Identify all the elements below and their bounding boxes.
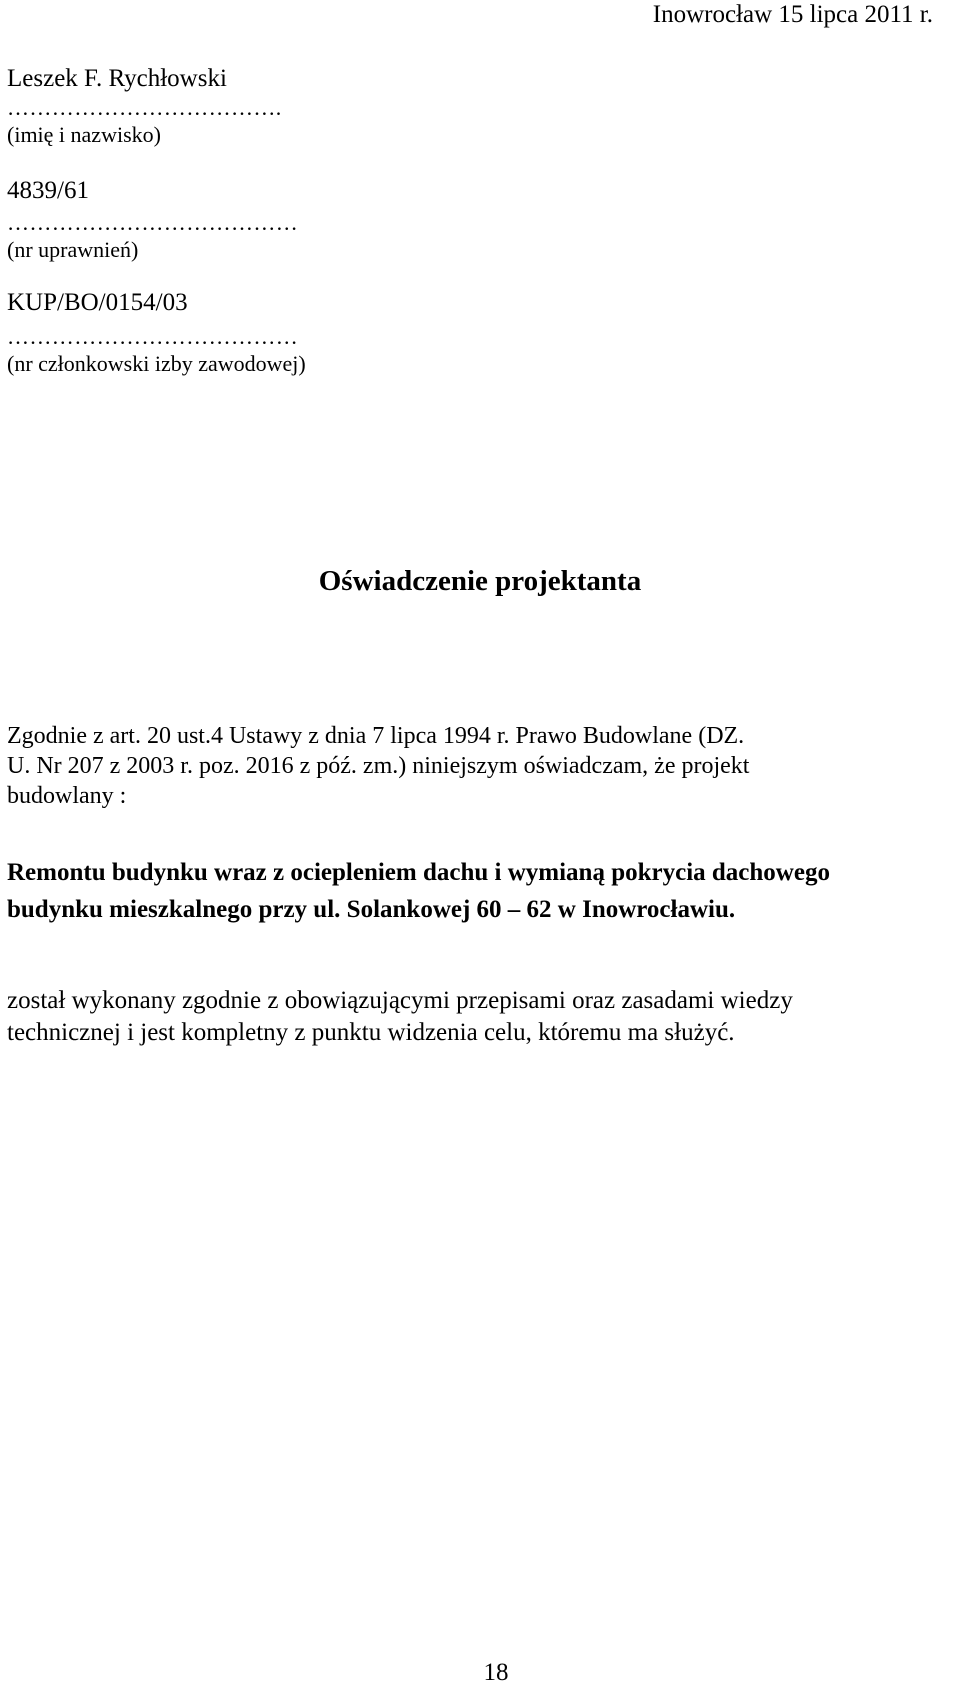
project-line: Remontu budynku wraz z ociepleniem dachu i wymianą pokrycia dachowego	[7, 859, 830, 886]
closing-line: został wykonany zgodnie z obowiązującymi przepisami oraz zasadami wiedzy	[7, 987, 793, 1014]
license-caption: (nr uprawnień)	[7, 237, 139, 262]
intro-line: U. Nr 207 z 2003 r. poz. 2016 z póź. zm.) niniejszym oświadczam, że projekt	[7, 753, 750, 779]
license-number: 4839/61	[7, 177, 89, 204]
intro-paragraph	[7, 721, 927, 811]
member-number: KUP/BO/0154/03	[7, 289, 188, 316]
project-line: budynku mieszkalnego przy ul. Solankowej 60 – 62 w Inowrocławiu.	[7, 896, 736, 923]
name-dotted-line: ……………………………….	[7, 95, 282, 120]
document-title: Oświadczenie projektanta	[318, 565, 642, 597]
project-description	[7, 854, 937, 928]
closing-paragraph	[7, 985, 927, 1049]
name-caption: (imię i nazwisko)	[7, 122, 161, 147]
intro-line: budowlany :	[7, 783, 127, 809]
member-caption: (nr członkowski izby zawodowej)	[7, 351, 306, 376]
closing-line: technicznej i jest kompletny z punktu widzenia celu, któremu ma służyć.	[7, 1019, 735, 1046]
designer-name: Leszek F. Rychłowski	[7, 65, 227, 92]
intro-line: Zgodnie z art. 20 ust.4 Ustawy z dnia 7 lipca 1994 r. Prawo Budowlane (DZ.	[7, 723, 745, 749]
place-date: Inowrocław 15 lipca 2011 r.	[652, 1, 933, 28]
page-number: 18	[483, 1659, 509, 1686]
license-dotted-line: …………………………………	[7, 210, 299, 235]
member-dotted-line: …………………………………	[7, 324, 299, 349]
